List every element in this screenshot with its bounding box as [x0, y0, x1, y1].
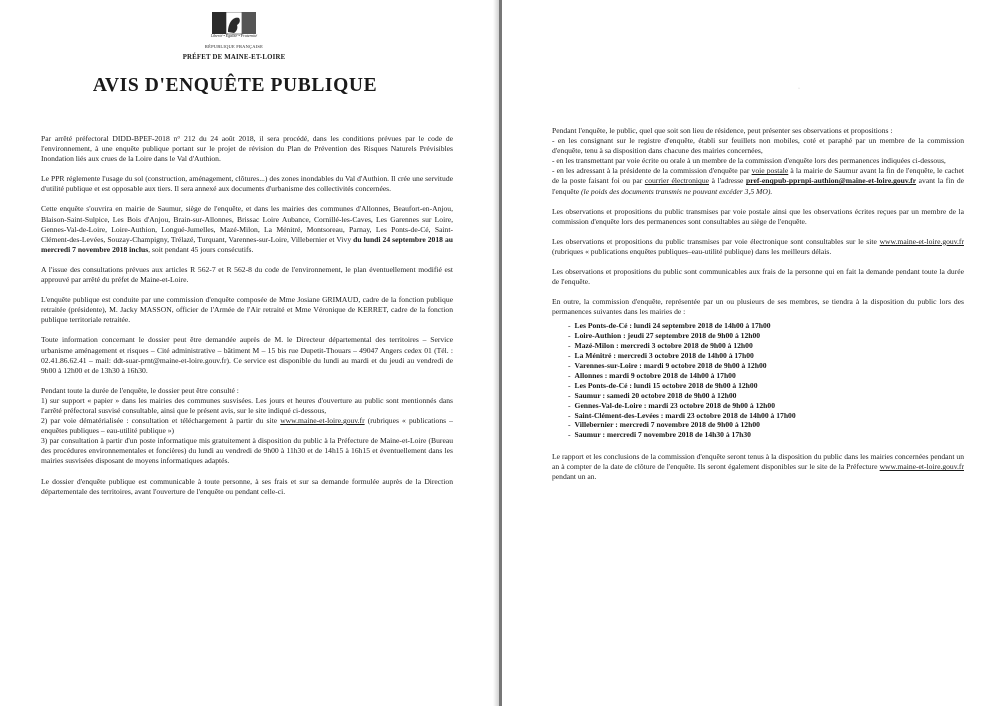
permanence-text: Varennes-sur-Loire : mardi 9 octobre 2018 de 9h00 à 12h00 [574, 361, 767, 371]
left-column [41, 134, 453, 507]
list-item: - Mazé-Milon : mercredi 3 octobre 2018 de 9h00 à 12h00 [568, 341, 753, 351]
electronic-rubric: (rubriques « publications enquêtes publiques–eau-utilité publique) dans les meilleurs délais. [552, 246, 832, 256]
list-item: - Les Ponts-de-Cé : lundi 24 septembre 2018 de 14h00 à 17h00 [568, 321, 771, 331]
list-item: - Loire-Authion : jeudi 27 septembre 2018 de 9h00 à 12h00 [568, 331, 761, 341]
observations-oral: - en les transmettant par voie écrite ou orale à un membre de la commission d'enquête lors des permanences indiquées ci-dessous, [552, 156, 946, 166]
permanence-text: La Ménitré : mercredi 3 octobre 2018 de 14h00 à 17h00 [574, 351, 754, 361]
permanences-intro: En outre, la commission d'enquête, représentée par un ou plusieurs de ses membres, se tiendra à la disposition du public lors des permanences suivantes dans les mairies de : [552, 297, 964, 317]
scan-speck: · [798, 86, 800, 92]
courrier-electronique-text: courrier électronique [644, 176, 710, 186]
consultation-online-rubric: (rubriques « publications – enquêtes publiques – eau-utilité publique ») [41, 416, 453, 436]
permanence-text: Allonnes : mardi 9 octobre 2018 de 14h00 à 17h00 [574, 370, 736, 380]
enquete-duration: , soit pendant 45 jours consécutifs. [148, 244, 254, 254]
postal-text-4: avant la fin de l'enquête [552, 176, 964, 196]
permanence-text: Villebernier : mercredi 7 novembre 2018 de 9h00 à 12h00 [574, 420, 760, 430]
prefect-label: PRÉFET DE MAINE-ET-LOIRE [182, 54, 286, 61]
list-item: - Saumur : mercredi 7 novembre 2018 de 14h30 à 17h30 [568, 430, 751, 440]
postal-text-3: à l'adresse [709, 176, 747, 186]
prefecture-website-link-2[interactable]: www.maine-et-loire.gouv.fr [879, 236, 964, 246]
list-item: - Villebernier : mercredi 7 novembre 2018 de 9h00 à 12h00 [568, 420, 760, 430]
consultation-online-text: 2) par voie dématérialisée : consultation et téléchargement à partir du site [41, 416, 281, 426]
list-item: - Varennes-sur-Loire : mardi 9 octobre 2018 de 9h00 à 12h00 [568, 361, 767, 371]
consultation-online [41, 416, 453, 436]
consultation-paper: 1) sur support « papier » dans les mairies des communes susvisées. Les jours et heures d'ouverture au public sont mentionnés dans l'arrêté préfectoral susvisé consultable, ainsi que le présent avis, sur le site indiqué ci-dessous, [41, 395, 453, 415]
postal-text-1: - en les adressant à la présidente de la commission d'enquête par [552, 166, 752, 176]
postal-text-2: à la mairie de Saumur avant la fin de l'enquête, le cachet de la poste faisant foi ou par [552, 166, 965, 186]
observations-intro: Pendant l'enquête, le public, quel que soit son lieu de résidence, peut présenter ses observations et propositions : [552, 126, 893, 135]
permanence-text: Gennes-Val-de-Loire : mardi 23 octobre 2018 de 9h00 à 12h00 [574, 400, 775, 410]
paragraph-observations [552, 126, 964, 197]
paragraph-consultation-modes [41, 386, 453, 467]
paragraph-consultations: A l'issue des consultations prévues aux articles R 562-7 et R 562-8 du code de l'environnement, le plan éventuellement modifié est approuvé par arrêté du préfet de Maine-et-Loire. [41, 264, 453, 285]
permanences-list [552, 321, 964, 440]
republic-label: RÉPUBLIQUE FRANÇAISE [204, 44, 264, 49]
motto: Liberté • Égalité • Fraternité [210, 33, 258, 38]
paragraph-arrete: Par arrêté préfectoral DIDD-BPEF-2018 n° 212 du 24 août 2018, il sera procédé, dans les conditions prévues par le code de l'environnement, à une enquête publique portant sur le projet de révision du Plan de Prévention des Risques Naturels Prévisibles Inondation liés aux crues de la Loire dans le Val d'Authion. [41, 134, 453, 164]
electronic-text: Les observations et propositions du public transmises par voie électronique sont consultables sur le site [552, 236, 880, 246]
consultation-terminal: 3) par consultation à partir d'un poste informatique mis gratuitement à disposition du public à la Préfecture de Maine-et-Loire (Bureau des procédures environnementales et foncières) du lundi au vendredi de 9h00 à 11h30 et de 14h15 à 16h15 et éventuellement dans les mairies susvisées disposant de moyens informatiques adaptés. [41, 436, 453, 466]
list-item: - Gennes-Val-de-Loire : mardi 23 octobre 2018 de 9h00 à 12h00 [568, 400, 775, 410]
rapport-text: Le rapport et les conclusions de la commission d'enquête seront tenus à la disposition du public dans les mairies concernées pendant un an à compter de la date de clôture de l'enquête. Ils seront également disponibles sur le site de la Préfecture [552, 452, 964, 472]
enquete-email-link[interactable]: pref-enqpub-pprnpi-authion@maine-et-loire.gouv.fr [746, 176, 917, 186]
paragraph-postal-observations: Les observations et propositions du public transmises par voie postale ainsi que les observations écrites reçues par un membre de la commission d'enquête lors des permanences sont consultables au siège de l'enquête. [552, 206, 964, 226]
rapport-duration: pendant un an. [552, 472, 597, 482]
permanence-text: Saint-Clément-des-Levées : mardi 23 octobre 2018 de 14h00 à 17h00 [574, 410, 796, 420]
permanence-text: Mazé-Milon : mercredi 3 octobre 2018 de 9h00 à 12h00 [574, 341, 753, 351]
list-item: - Les Ponts-de-Cé : lundi 15 octobre 2018 de 9h00 à 12h00 [568, 380, 758, 390]
prefecture-website-link[interactable]: www.maine-et-loire.gouv.fr [280, 416, 365, 426]
observations-postal-email [552, 166, 964, 196]
communes-text: Cette enquête s'ouvrira en mairie de Saumur, siège de l'enquête, et dans les mairies des communes d'Allonnes, Beaufort-en-Anjou, Blaison-Saint-Sulpice, Les Bois d'Anjou, Brain-sur-Allonnes, Brissac Loire Aubance, Cornillé-les-Caves, Les Garennes sur Loire, Gennes-Val-de-Loire, Loire-Authion, Longué-Jumelles, Mazé-Milon, La Ménitré, Montsoreau, Parnay, Les Ponts-de-Cé, Saint-Clément-des-Levées, Souzay-Champigny, Trélazé, Turquant, Varennes-sur-Loire, Villebernier et Vivy [41, 204, 453, 244]
permanence-text: Saumur : samedi 20 octobre 2018 de 9h00 à 12h00 [574, 390, 737, 400]
paragraph-communicable: Le dossier d'enquête publique est communicable à toute personne, à ses frais et sur sa demande formulée auprès de la Direction départementale des territoires, avant l'ouverture de l'enquête ou pendant celle-ci. [41, 476, 453, 496]
list-item: - Saint-Clément-des-Levées : mardi 23 octobre 2018 de 14h00 à 17h00 [568, 410, 796, 420]
consultation-intro: Pendant toute la durée de l'enquête, le dossier peut être consulté : [41, 385, 239, 395]
paragraph-information: Toute information concernant le dossier peut être demandée auprès de M. le Directeur départemental des territoires – Service urbanisme aménagement et risques – Cité administrative – bâtiment M – 15 bis rue Dupetit-Thouars – 49047 Angers cedex 01 (Tél. : 02.41.86.62.41 – mail: ddt-suar-prnt@maine-et-loire.gouv.fr). Ce service est disponible du lundi au mardi et du jeudi au vendredi de 9h00 à 12h00 et de 13h30 à 16h30. [41, 335, 453, 375]
permanence-text: Loire-Authion : jeudi 27 septembre 2018 de 9h00 à 12h00 [574, 331, 761, 341]
paragraph-ppr: Le PPR réglemente l'usage du sol (construction, aménagement, clôtures...) des zones inondables du Val d'Authion. Il crée une servitude d'utilité publique et est opposable aux tiers. Il sera annexé aux documents d'urbanisme des collectivités concernées. [41, 174, 453, 194]
voie-postale-text: voie postale [751, 166, 789, 176]
page-title: AVIS D'ENQUÊTE PUBLIQUE [92, 75, 378, 96]
enquete-dates: du lundi 24 septembre 2018 au mercredi 7 novembre 2018 inclus [41, 234, 453, 254]
paragraph-commission: L'enquête publique est conduite par une commission d'enquête composée de Mme Josiane GRIMAUD, cadre de la fonction publique retraitée (présidente), M. Jacky MASSON, officier de l'Armée de l'Air retraité et Mme Véronique de KERRET, cadre de la fonction publique territoriale retraitée. [41, 295, 453, 325]
permanence-text: Les Ponts-de-Cé : lundi 15 octobre 2018 de 9h00 à 12h00 [574, 380, 758, 390]
right-page [502, 0, 1000, 706]
paragraph-electronic-observations [552, 237, 964, 257]
permanence-text: Saumur : mercredi 7 novembre 2018 de 14h30 à 17h30 [574, 430, 751, 440]
list-item: - Saumur : samedi 20 octobre 2018 de 9h00 à 12h00 [568, 390, 737, 400]
permanence-text: Les Ponts-de-Cé : lundi 24 septembre 2018 de 14h00 à 17h00 [574, 321, 771, 331]
prefecture-website-link-3[interactable]: www.maine-et-loire.gouv.fr [879, 462, 964, 472]
observations-registre: - en les consignant sur le registre d'enquête, établi sur feuillets non mobiles, coté et paraphé par un membre de la commission d'enquête, tenu à sa disposition dans chacune des mairies concernées, [552, 136, 964, 156]
file-size-note: (le poids des documents transmis ne pouvant excéder 3,5 MO). [581, 186, 773, 196]
paragraph-rapport [552, 452, 964, 482]
right-column [552, 126, 964, 493]
list-item: - La Ménitré : mercredi 3 octobre 2018 de 14h00 à 17h00 [568, 351, 754, 361]
paragraph-communes [41, 204, 453, 254]
paragraph-communicable-observations: Les observations et propositions du public sont communicables aux frais de la personne qui en fait la demande pendant toute la durée de l'enquête. [552, 267, 964, 287]
list-item: - Allonnes : mardi 9 octobre 2018 de 14h00 à 17h00 [568, 370, 736, 380]
